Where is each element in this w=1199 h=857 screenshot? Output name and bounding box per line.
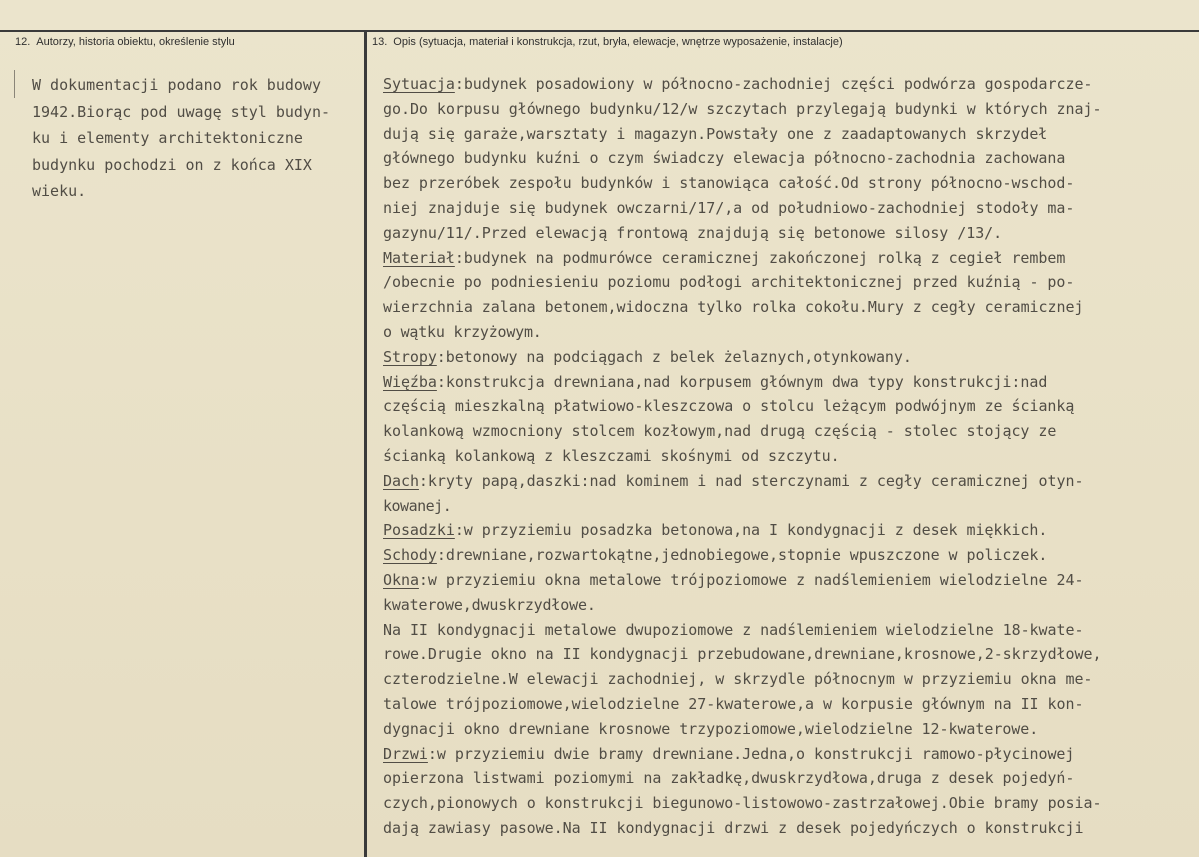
section-12-title: Autorzy, historia obiektu, określenie stylu [36, 36, 235, 48]
section-keyword: Schody [383, 546, 437, 565]
text-line [383, 345, 1199, 370]
text-line [383, 618, 1199, 643]
section-keyword: Posadzki [383, 521, 455, 540]
line-text: dygnacji okno drewniane krosnowe trzypoziomowe,wielodzielne 12-kwaterowe. [383, 719, 1039, 738]
text-line [383, 171, 1199, 196]
text-line [383, 444, 1199, 469]
line-text: rowe.Drugie okno na II kondygnacji przebudowane,drewniane,krosnowe,2-skrzydłowe, [383, 645, 1102, 664]
text-line [383, 394, 1199, 419]
text-line: W dokumentacji podano rok budowy [32, 76, 321, 94]
line-text: :konstrukcja drewniana,nad korpusem głównym dwa typy konstrukcji:nad [436, 372, 1048, 391]
line-text: :w przyziemiu dwie bramy drewniane.Jedna,o konstrukcji ramowo-płycinowej [427, 744, 1075, 763]
line-text: go.Do korpusu głównego budynku/12/w szczytach przylegają budynki w których znaj- [383, 99, 1102, 118]
text-line: wieku. [32, 182, 87, 200]
line-text: kowanej. [383, 496, 452, 515]
text-line [383, 543, 1199, 568]
line-text: :drewniane,rozwartokątne,jednobiegowe,stopnie wpuszczone w policzek. [436, 546, 1048, 565]
text-line [383, 122, 1199, 147]
text-line [383, 642, 1199, 667]
text-line [383, 246, 1199, 271]
line-text: opierzona listwami poziomymi na zakładkę,dwuskrzydłowa,druga z desek pojedyń- [383, 769, 1075, 788]
line-text: dują się garaże,warsztaty i magazyn.Powstały one z zaadaptowanych skrzydeł [383, 124, 1048, 143]
text-line [383, 791, 1199, 816]
text-line [383, 270, 1199, 295]
header-rule [0, 30, 1199, 32]
column-divider [364, 30, 367, 857]
line-text: o wątku krzyżowym. [383, 322, 542, 341]
line-text: :kryty papą,daszki:nad kominem i nad sterczynami z cegły ceramicznej otyn- [418, 471, 1084, 490]
text-line [383, 494, 1199, 519]
line-text: :w przyziemiu okna metalowe trójpoziomowe z nadślemieniem wielodzielne 24- [418, 570, 1084, 589]
line-text: kwaterowe,dwuskrzydłowe. [383, 595, 596, 614]
line-text: :betonowy na podciągach z belek żelaznych,otynkowany. [436, 347, 912, 366]
section-keyword: Więźba [383, 372, 437, 391]
line-text: ścianką kolankową z kleszczami skośnymi od szczytu. [383, 446, 840, 465]
text-line [383, 419, 1199, 444]
line-text: :budynek na podmurówce ceramicznej zakończonej rolką z cegieł rembem [454, 248, 1066, 267]
text-line [383, 692, 1199, 717]
text-line [383, 717, 1199, 742]
line-text: :w przyziemiu posadzka betonowa,na I kondygnacji z desek miękkich. [454, 521, 1048, 540]
text-line: 1942.Biorąc pod uwagę styl budyn- [32, 102, 331, 121]
line-text: kolankową wzmocniony stolcem kozłowym,nad drugą częścią - stolec stojący ze [383, 422, 1057, 441]
text-line [383, 469, 1199, 494]
section-keyword: Sytuacja [383, 75, 455, 93]
line-text: wierzchnia zalana betonem,widoczna tylko rolka cokołu.Mury z cegły ceramicznej [383, 298, 1084, 317]
text-line [383, 518, 1199, 543]
text-line [383, 593, 1199, 618]
text-line [383, 196, 1199, 221]
line-text: głównego budynku kuźni o czym świadczy elewacja północno-zachodnia zachowana [383, 149, 1066, 168]
margin-mark [14, 70, 15, 98]
text-line [383, 295, 1199, 320]
text-line [383, 320, 1199, 345]
line-text: niej znajduje się budynek owczarni/17/,a od południowo-zachodniej stodoły ma- [383, 198, 1075, 217]
description-text [383, 72, 1199, 841]
text-line [383, 97, 1199, 122]
line-text: czych,pionowych o konstrukcji biegunowo-listowowo-zastrzałowej.Obie bramy posia- [383, 794, 1102, 813]
section-12-header [15, 36, 235, 48]
line-text: dają zawiasy pasowe.Na II kondygnacji drzwi z desek pojedyńczych o konstrukcji [383, 818, 1084, 837]
line-text: :budynek posadowiony w północno-zachodniej części podwórza gospodarcze- [454, 75, 1093, 93]
section-12-number: 12. [15, 36, 31, 48]
text-line [383, 370, 1199, 395]
text-line [383, 766, 1199, 791]
text-line [383, 742, 1199, 767]
line-text: bez przeróbek zespołu budynków i stanowiąca całość.Od strony północno-wschod- [383, 174, 1075, 193]
authors-history-text [32, 72, 362, 205]
section-13-header [372, 36, 843, 48]
line-text: talowe trójpoziomowe,wielodzielne 27-kwaterowe,a w korpusie głównym na II kon- [383, 694, 1084, 713]
section-keyword: Dach [383, 471, 419, 490]
line-text: Na II kondygnacji metalowe dwupoziomowe z nadślemieniem wielodzielne 18-kwate- [383, 620, 1084, 639]
section-keyword: Drzwi [383, 744, 428, 763]
section-keyword: Materiał [383, 248, 455, 267]
text-line [383, 72, 1199, 97]
line-text: czterodzielne.W elewacji zachodniej, w skrzydle północnym w przyziemiu okna me- [383, 670, 1093, 689]
section-13-number: 13. [372, 36, 388, 48]
text-line: ku i elementy architektoniczne [32, 129, 303, 147]
section-keyword: Stropy [383, 347, 437, 366]
text-line [383, 146, 1199, 171]
text-line [383, 221, 1199, 246]
line-text: częścią mieszkalną płatwiowo-kleszczowa o stolcu leżącym podwójnym ze ścianką [383, 397, 1075, 416]
text-line [383, 816, 1199, 841]
section-keyword: Okna [383, 570, 419, 589]
text-line [383, 667, 1199, 692]
line-text: /obecnie po podniesieniu poziomu podłogi architektonicznej przed kuźnią - po- [383, 273, 1075, 292]
text-line: budynku pochodzi on z końca XIX [32, 155, 312, 174]
text-line [383, 568, 1199, 593]
line-text: gazynu/11/.Przed elewacją frontową znajdują się betonowe silosy /13/. [383, 223, 1003, 242]
section-13-title: Opis (sytuacja, materiał i konstrukcja, rzut, bryła, elewacje, wnętrze wyposażenie, instalacje) [393, 36, 843, 48]
